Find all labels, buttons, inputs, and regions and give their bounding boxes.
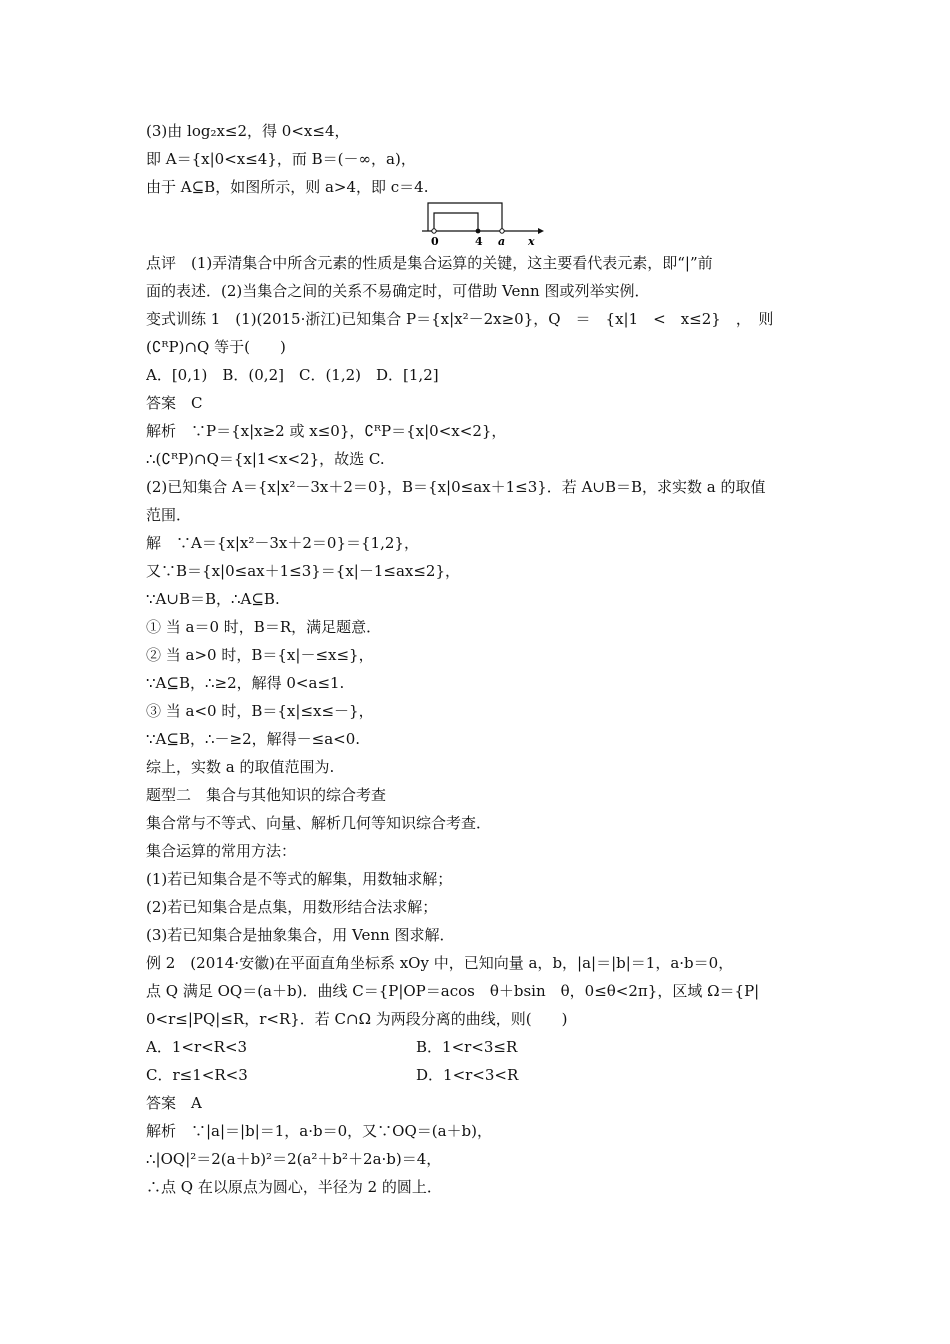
answer-line: 答案 C: [146, 394, 203, 412]
text-line: ② 当 a>0 时，B＝{x|－≤x≤}，: [146, 646, 374, 664]
text-line: 解 ∵A＝{x|x²－3x＋2＝0}＝{1,2}，: [146, 534, 419, 552]
text-line: 面的表述．(2)当集合之间的关系不易确定时，可借助 Venn 图或列举实例．: [146, 282, 650, 300]
text-line: (2)若已知集合是点集，用数形结合法求解；: [146, 898, 438, 916]
text-line: 由于 A⊆B，如图所示，则 a>4，即 c＝4.: [146, 178, 429, 196]
open-dot-0: [432, 229, 436, 233]
document-body: [146, 117, 810, 1201]
text-line: 又∵B＝{x|0≤ax＋1≤3}＝{x|－1≤ax≤2}，: [146, 562, 461, 580]
text-line: 集合运算的常用方法：: [146, 842, 297, 860]
options-line: A．[0,1) B．(0,2] C．(1,2) D．[1,2]: [146, 366, 439, 384]
option-c: C．r≤1<R<3: [146, 1066, 248, 1084]
closed-dot-4: [476, 229, 481, 234]
text-line: 例 2 (2014·安徽)在平面直角坐标系 xOy 中，已知向量 a，b，|a|＝|b|＝1，a·b＝0，: [146, 954, 734, 972]
text-line: ∵A⊆B，∴≥2，解得 0<a≤1.: [146, 674, 345, 692]
text-line: 变式训练 1 (1)(2015·浙江)已知集合 P＝{x|x²－2x≥0}，Q ＝ {x|1 < x≤2} ， 则: [146, 310, 774, 328]
text-line: 解析 ∵P＝{x|x≥2 或 x≤0}，∁ᴿP＝{x|0<x<2}，: [146, 422, 507, 440]
options-row: [146, 1033, 810, 1061]
text-line: (3)若已知集合是抽象集合，用 Venn 图求解．: [146, 926, 455, 944]
section-heading: 题型二 集合与其他知识的综合考查: [146, 786, 387, 804]
text-line: ∴|OQ|²＝2(a＋b)²＝2(a²＋b²＋2a·b)＝4，: [146, 1150, 442, 1168]
text-line: 集合常与不等式、向量、解析几何等知识综合考查．: [146, 814, 492, 832]
set-b-bracket: [428, 203, 502, 231]
tick-label-4: 4: [475, 235, 483, 247]
text-line: ∴(∁ᴿP)∩Q＝{x|1<x<2}，故选 C.: [146, 450, 385, 468]
text-line: ∴点 Q 在以原点为圆心，半径为 2 的圆上．: [146, 1178, 442, 1196]
set-a-bracket: [434, 213, 478, 231]
text-line: ∵A∪B＝B，∴A⊆B.: [146, 590, 280, 608]
axis-arrow: [538, 228, 544, 234]
answer-line: 答案 A: [146, 1094, 202, 1112]
text-line: 范围．: [146, 506, 192, 524]
option-a: A．1<r<R<3: [146, 1038, 248, 1056]
text-line: ∵A⊆B，∴－≥2，解得－≤a<0.: [146, 730, 361, 748]
open-dot-a: [500, 229, 504, 233]
text-line: (3)由 log₂x≤2，得 0<x≤4，: [146, 122, 350, 140]
text-line: 点评 (1)弄清集合中所含元素的性质是集合运算的关键，这主要看代表元素，即“|”前: [146, 254, 713, 272]
text-line: (∁ᴿP)∩Q 等于( ): [146, 338, 286, 356]
tick-label-a: a: [498, 235, 506, 247]
option-b: B．1<r<3≤R: [416, 1038, 518, 1056]
text-line: (1)若已知集合是不等式的解集，用数轴求解；: [146, 870, 453, 888]
text-line: 解析 ∵|a|＝|b|＝1，a·b＝0，又∵OQ＝(a＋b)，: [146, 1122, 493, 1140]
axis-label-x: x: [528, 235, 535, 247]
text-line: ③ 当 a<0 时，B＝{x|≤x≤－}，: [146, 702, 374, 720]
text-line: 综上，实数 a 的取值范围为.: [146, 758, 335, 776]
options-row: [146, 1061, 810, 1089]
text-line: (2)已知集合 A＝{x|x²－3x＋2＝0}，B＝{x|0≤ax＋1≤3}．若 A∪B＝B，求实数 a 的取值: [146, 478, 766, 496]
text-line: ① 当 a＝0 时，B＝R，满足题意．: [146, 618, 382, 636]
option-d: D．1<r<3<R: [416, 1066, 519, 1084]
text-line: 即 A＝{x|0<x≤4}，而 B＝(－∞，a)，: [146, 150, 416, 168]
text-line: 点 Q 满足 OQ＝(a＋b)．曲线 C＝{P|OP＝acos θ＋bsin θ，0≤θ<2π}，区域 Ω＝{P|: [146, 982, 760, 1000]
number-line-svg: [418, 201, 548, 247]
number-line-figure: [146, 201, 810, 249]
tick-label-0: 0: [431, 235, 439, 247]
text-line: 0<r≤|PQ|≤R，r<R}．若 C∩Ω 为两段分离的曲线，则( ): [146, 1010, 568, 1028]
